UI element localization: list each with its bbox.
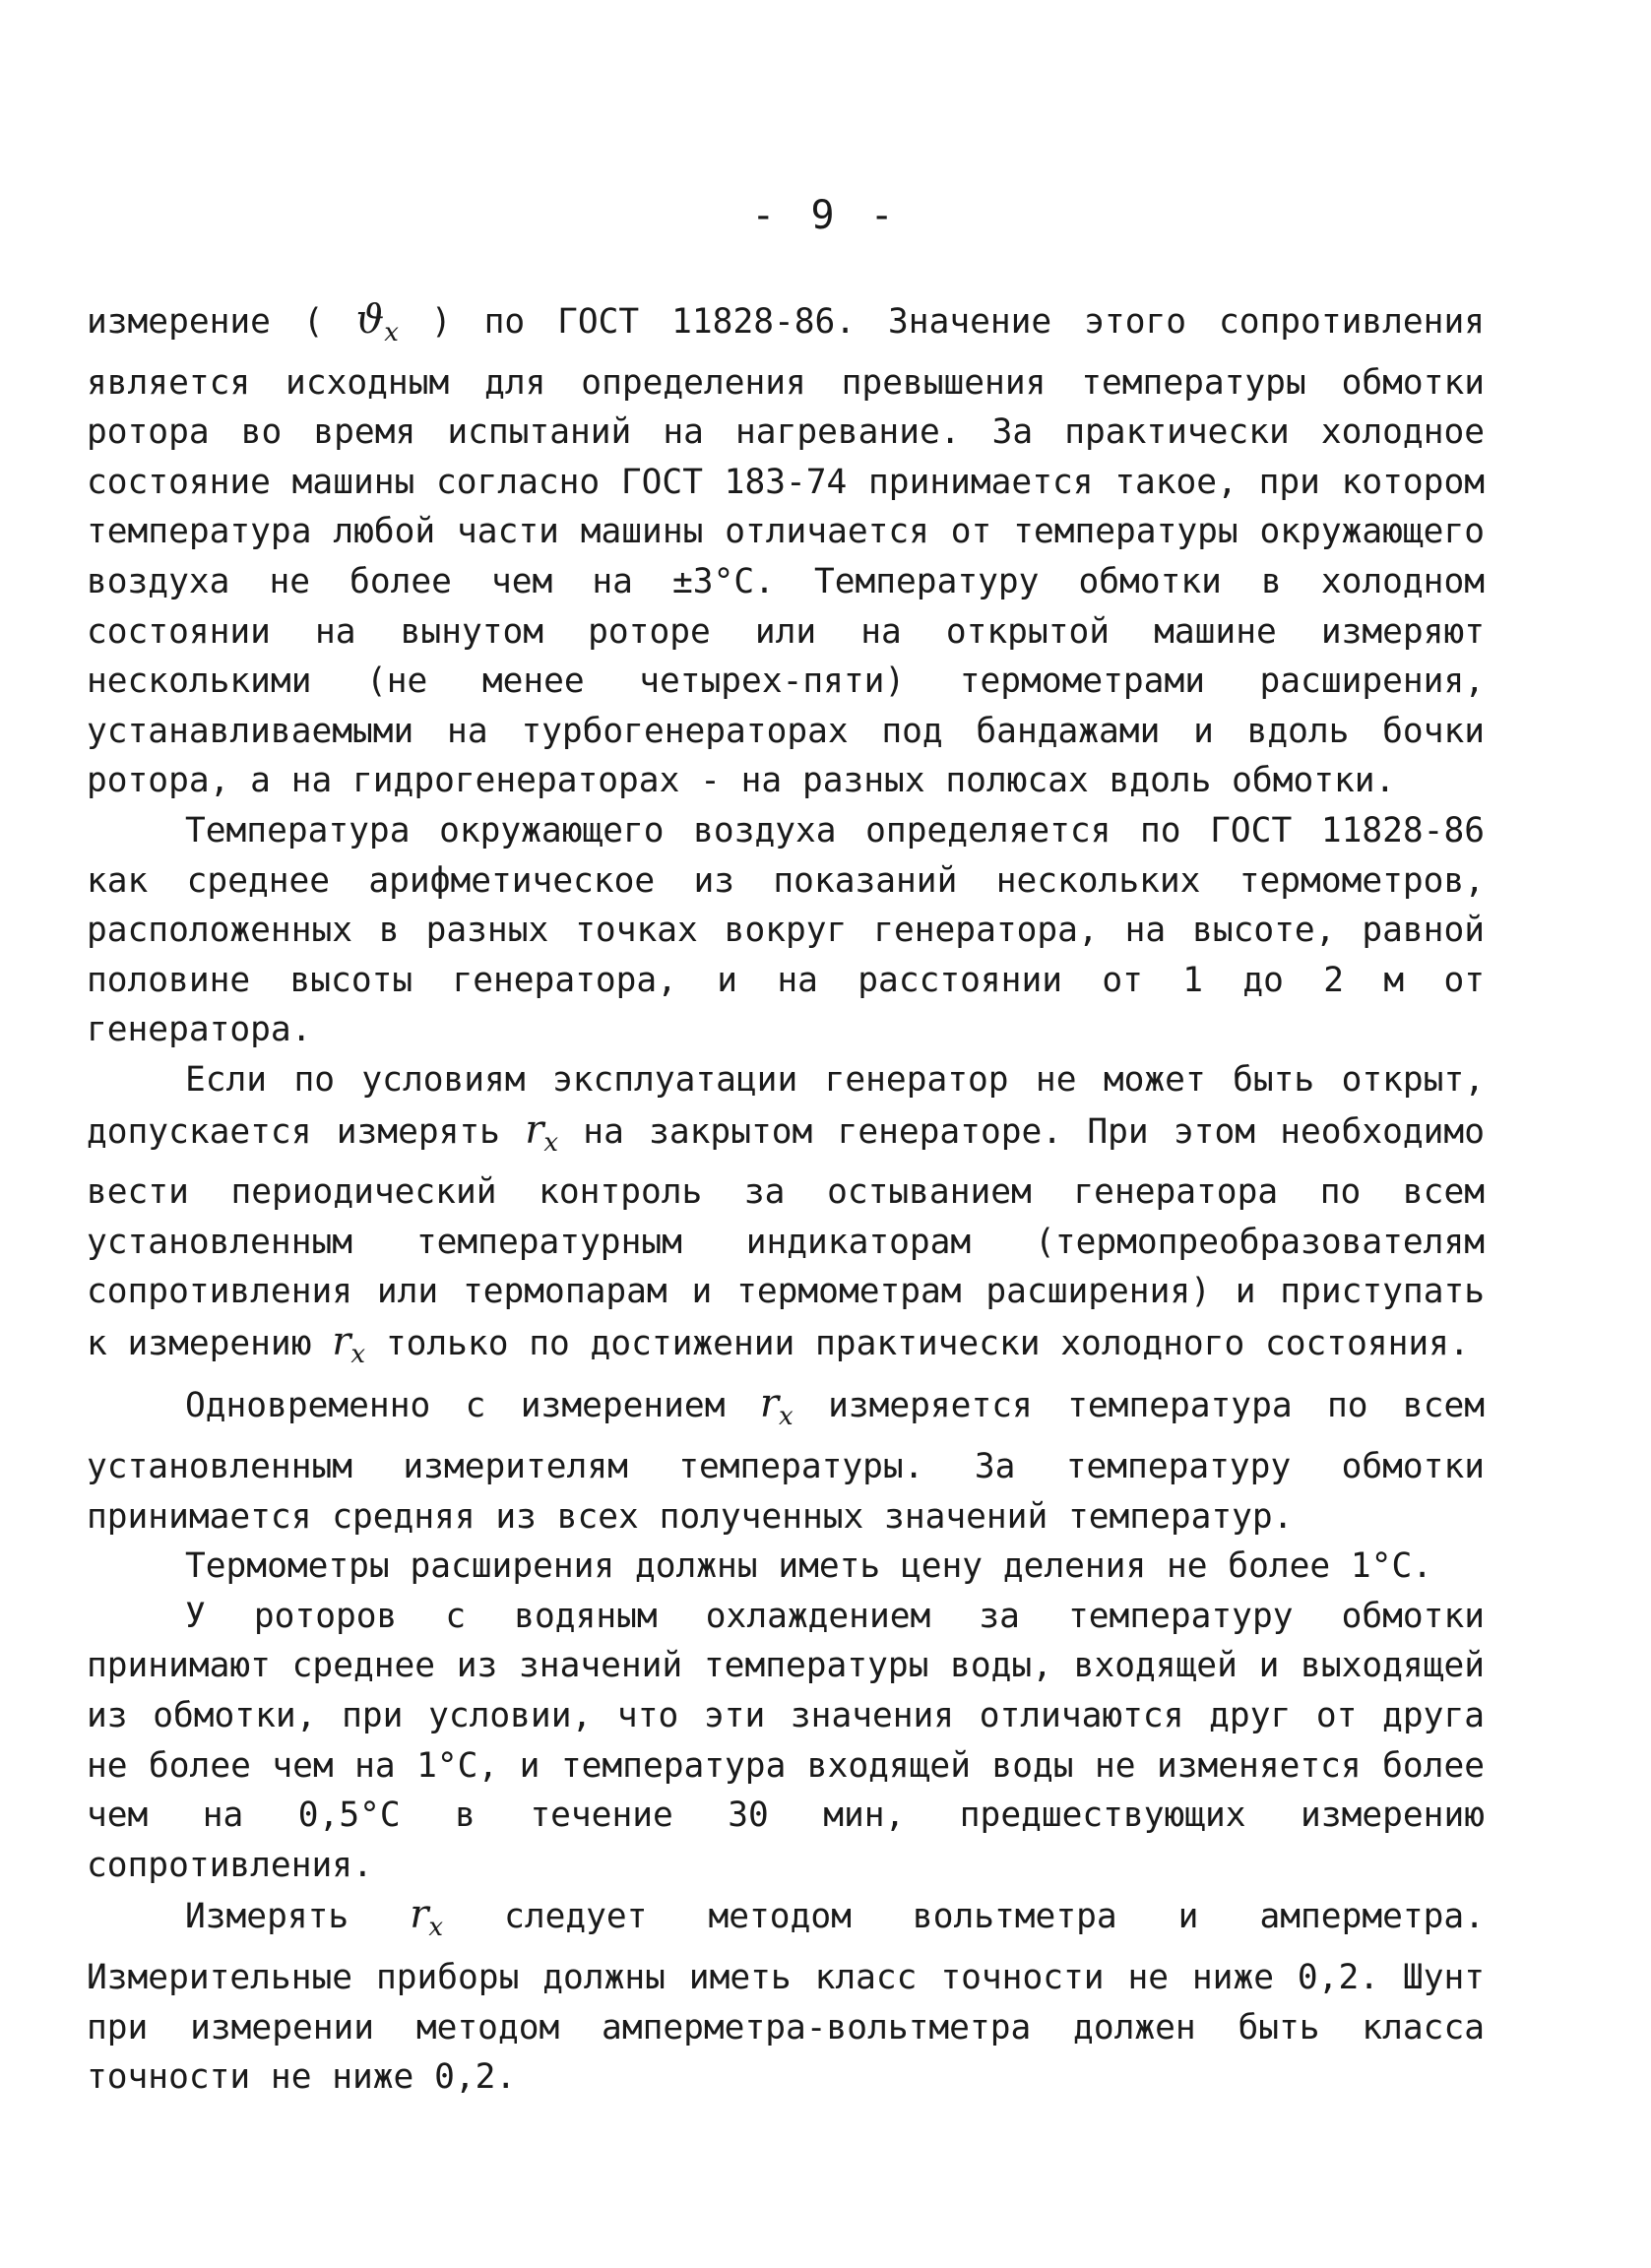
paragraph-1 xyxy=(87,295,1485,806)
symbol-theta: ϑ xyxy=(355,297,385,343)
page-number: - 9 - xyxy=(751,193,900,238)
symbol-subscript-x: x xyxy=(543,1127,559,1158)
symbol-r: r xyxy=(410,1892,429,1938)
paragraph-3 xyxy=(87,1055,1485,1380)
symbol-subscript-x: x xyxy=(384,318,399,347)
symbol-r-x xyxy=(332,1318,366,1369)
symbol-r: r xyxy=(759,1381,779,1427)
paragraph-7 xyxy=(87,1890,1485,2102)
paragraph-4 xyxy=(87,1379,1485,1542)
body-text xyxy=(87,295,1485,2103)
paragraph-7-text-b: следует методом вольтметра и амперметра. Измерительные приборы должны иметь класс точности не ниже 0,2. Шунт при измерении методом амперметра-вольтметра должен быть класса точности не ниже 0,2. xyxy=(87,1897,1485,2098)
paragraph-1-text-b: ) по ГОСТ 11828-86. Значение этого сопротивления является исходным для определения превышения температуры обмотки ротора во время испытаний на нагревание. За практически холодное состояние машины согласно ГОСТ 183-74 принимается такое, при котором температура любой части машины отличается от температуры окружающего воздуха не более чем на ±3°С. Температуру обмотки в холодном состоянии на вынутом роторе или на открытой машине измеряют несколькими (не менее четырех-пяти) термометрами расширения, устанавливаемыми на турбогенераторах под бандажами и вдоль бочки ротора, а на гидрогенераторах - на разных полюсах вдоль обмотки. xyxy=(87,302,1485,801)
paragraph-3-text-b: на закрытом генераторе. При этом необходимо вести периодический контроль за остыванием генератора по всем установленным температурным индикаторам (термопреобразователям сопротивления или термопарам и термометрам расширения) и приступать к измерению xyxy=(87,1111,1485,1363)
paragraph-3-text-a: Если по условиям эксплуатации генератор не может быть открыт, допускается измерять xyxy=(87,1059,1485,1152)
symbol-theta-x xyxy=(355,297,399,347)
paragraph-4-text-b: измеряется температура по всем установленным измерителям температуры. За температуру обмотки принимается средняя из всех полученных значений температур. xyxy=(87,1386,1485,1537)
paragraph-2: Температура окружающего воздуха определяется по ГОСТ 11828-86 как среднее арифметическое из показаний нескольких термометров, расположенных в разных точках вокруг генератора, на высоте, равной половине высоты генератора, и на расстоянии от 1 до 2 м от генератора. xyxy=(87,810,1485,1050)
paragraph-3-text-c: только по достижении практически холодного состояния. xyxy=(385,1323,1470,1363)
symbol-r-x xyxy=(759,1381,794,1432)
symbol-r: r xyxy=(332,1318,351,1364)
paragraph-4-text-a: Одновременно с измерением xyxy=(185,1386,726,1426)
paragraph-6: У роторов с водяным охлаждением за температуру обмотки принимают среднее из значений температуры воды, входящей и выходящей из обмотки, при условии, что эти значения отличаются друг от друга не более чем на 1°С, и температура входящей воды не изменяется более чем на 0,5°С в течение 30 мин, предшествующих измерению сопротивления. xyxy=(87,1596,1485,1885)
paragraph-1-text-a: измерение ( xyxy=(87,302,324,342)
paragraph-7-text-a: Измерять xyxy=(185,1897,349,1937)
symbol-r: r xyxy=(525,1106,544,1153)
paragraph-5: Термометры расширения должны иметь цену деления не более 1°С. xyxy=(185,1546,1433,1587)
symbol-subscript-x: x xyxy=(779,1402,794,1432)
symbol-subscript-x: x xyxy=(428,1913,444,1943)
symbol-subscript-x: x xyxy=(350,1339,366,1369)
symbol-r-x xyxy=(525,1106,559,1158)
symbol-r-x xyxy=(410,1892,444,1943)
